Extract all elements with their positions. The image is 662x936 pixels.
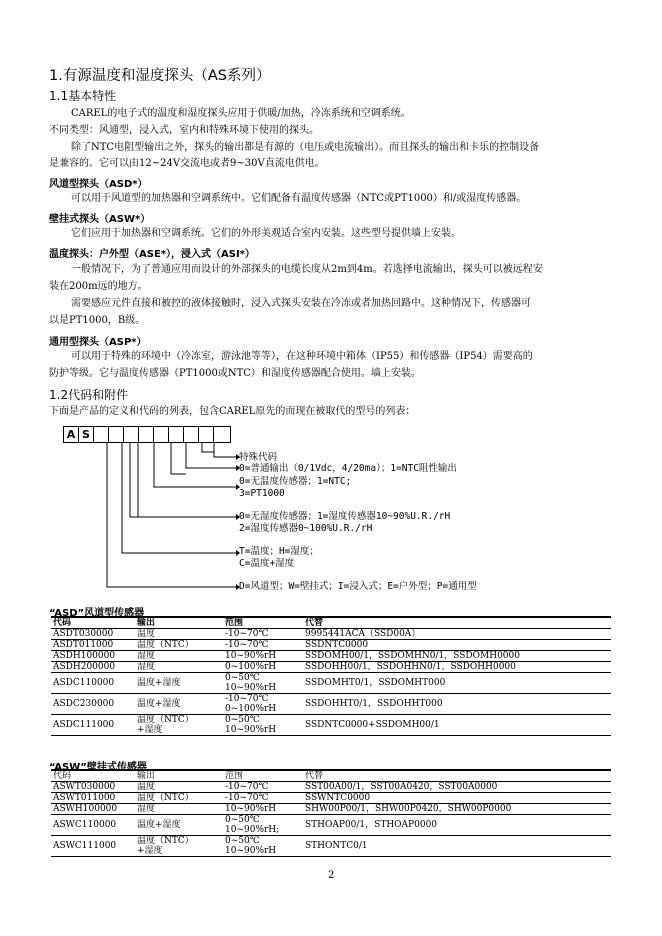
- table-row: [51, 640, 611, 651]
- paragraph: 不同类型：风通型，浸入式，室内和特殊环境下使用的探头。: [49, 125, 319, 136]
- table-cell: SHW00P00/1，SHW00P0420，SHW00P0000: [303, 804, 611, 815]
- subsection-title-basic: 1.1基本特性: [49, 89, 117, 103]
- table-cell: SSDNTC0000+SSDOMH00/1: [303, 715, 611, 736]
- table-cell: ASDC111000: [51, 715, 135, 736]
- asd-table-body: [51, 629, 611, 736]
- table-cell: 10~90%rH: [223, 804, 303, 815]
- asw-heading: 壁挂式探头（ASW*）: [49, 214, 151, 225]
- table-cell: SSDOMHT0/1，SSDOMHT000: [303, 673, 611, 694]
- table-row: [51, 782, 611, 793]
- legend-humidity-sensor: 0=无湿度传感器；1=湿度传感器10~90%U.R./rH: [239, 511, 451, 522]
- table-cell: 10~90%rH: [223, 651, 303, 662]
- table-cell: ASDC110000: [51, 673, 135, 694]
- table-cell: 湿度: [135, 651, 223, 662]
- paragraph: 是兼容的。它可以由12~24V交流电或者9~30V直流电供电。: [49, 158, 325, 169]
- paragraph: 下面是产品的定义和代码的列表，包含CAREL原先的而现在被取代的型号的列表：: [49, 406, 416, 417]
- table-cell: ASWT030000: [51, 782, 135, 793]
- asp-heading: 通用型探头（ASP*）: [49, 337, 147, 348]
- table-row: [51, 715, 611, 736]
- asw-table: [51, 769, 611, 857]
- table-cell: 湿度: [135, 662, 223, 673]
- paragraph: CAREL的电子式的温度和湿度探头应用于供暖/加热，冷冻系统和空调系统。: [71, 108, 411, 119]
- asw-table-caption: “ASW”壁挂式传感器: [49, 762, 147, 773]
- table-cell: STHOAP00/1，STHOAP0000: [303, 815, 611, 836]
- table-row: [51, 793, 611, 804]
- table-cell: 温度: [135, 782, 223, 793]
- table-row: [51, 815, 611, 836]
- legend-humidity-sensor-2: 2=湿度传感器0~100%U.R./rH: [239, 523, 373, 534]
- table-cell: 温度+湿度: [135, 673, 223, 694]
- table-cell: ASDH100000: [51, 651, 135, 662]
- table-header: 代替: [303, 770, 611, 782]
- table-cell: -10~70℃: [223, 629, 303, 640]
- table-cell: ASWT011000: [51, 793, 135, 804]
- table-cell: 0~100%rH: [223, 662, 303, 673]
- table-header: 代码: [51, 617, 135, 629]
- table-header: 代码: [51, 770, 135, 782]
- table-cell: 温度: [135, 629, 223, 640]
- paragraph: 一般情况下，为了普通应用而设计的外部探头的电缆长度从2m到4m。若选择电流输出，探头可以被远程安: [71, 264, 543, 275]
- table-cell: -10~70℃: [223, 640, 303, 651]
- asd-table: [51, 616, 611, 736]
- table-row: [51, 662, 611, 673]
- table-cell: 0~50℃ 10~90%rH;: [223, 815, 303, 836]
- paragraph: 需要感应元件直接和被控的液体接触时，浸入式探头安装在冷冻或者加热回路中。这种情况下，传感器可: [71, 298, 531, 309]
- table-cell: -10~70℃ 0~100%rH: [223, 694, 303, 715]
- table-cell: STHONTC0/1: [303, 836, 611, 857]
- table-cell: ASWH100000: [51, 804, 135, 815]
- table-cell: 湿度: [135, 804, 223, 815]
- table-header-row: [51, 617, 611, 629]
- table-row: [51, 629, 611, 640]
- paragraph: 除了NTC电阻型输出之外，探头的输出都是有源的（电压或电流输出）。而且探头的输出和卡乐的控制设备: [71, 142, 540, 153]
- table-cell: SSDOHH00/1，SSDOHHN0/1，SSDOHH0000: [303, 662, 611, 673]
- table-cell: ASDH200000: [51, 662, 135, 673]
- paragraph: 可以用于风道型的加热器和空调系统中。它们配备有温度传感器（NTC或PT1000）和/或湿度传感器。: [71, 193, 527, 204]
- table-header: 输出: [135, 617, 223, 629]
- table-header: 输出: [135, 770, 223, 782]
- paragraph: 它们应用于加热器和空调系统。它们的外形美观适合室内安装。这些型号提供墙上安装。: [71, 228, 461, 239]
- table-row: [51, 804, 611, 815]
- table-cell: 0~50℃ 10~90%rH: [223, 673, 303, 694]
- table-cell: 温度（NTC）: [135, 640, 223, 651]
- table-cell: 0~50℃ 10~90%rH: [223, 836, 303, 857]
- table-cell: 温度+湿度: [135, 815, 223, 836]
- paragraph: 可以用于特殊的环境中（冷冻室，游泳池等等），在这种环境中箱体（IP55）和传感器（IP54）需要高的: [71, 351, 533, 362]
- legend-special-code: 特殊代码: [239, 452, 278, 463]
- table-row: [51, 673, 611, 694]
- table-cell: SSDOMH00/1，SSDOMHN0/1，SSDOMH0000: [303, 651, 611, 662]
- legend-output: 0=普通输出（0/1Vdc，4/20ma）；1=NTC阻性输出: [239, 463, 457, 474]
- page-number: 2: [328, 870, 335, 881]
- code-cell: S: [79, 427, 94, 442]
- table-header: 范围: [223, 770, 303, 782]
- table-cell: 0~50℃ 10~90%rH: [223, 715, 303, 736]
- legend-type-2: C=温度+湿度: [239, 558, 295, 569]
- table-cell: 9995441ACA（SSD00A）: [303, 629, 611, 640]
- ase-heading: 温度探头：户外型（ASE*），浸入式（ASI*）: [49, 249, 255, 260]
- legend-temp-sensor: 0=无温度传感器；1=NTC;: [239, 476, 352, 487]
- table-header: 范围: [223, 617, 303, 629]
- section-title: 1.有源温度和湿度探头（AS系列）: [49, 68, 271, 84]
- table-cell: 温度（NTC）: [135, 793, 223, 804]
- legend-temp-sensor-2: 3=PT1000: [239, 488, 285, 499]
- code-cell: A: [64, 427, 79, 442]
- legend-probe-kind: D=风道型；W=壁挂式；I=浸入式；E=户外型；P=通用型: [239, 581, 477, 592]
- table-cell: SSDNTC0000: [303, 640, 611, 651]
- table-cell: 温度+湿度: [135, 694, 223, 715]
- table-header-row: [51, 770, 611, 782]
- legend-type: T=温度；H=湿度；: [239, 546, 319, 557]
- paragraph: 以是PT1000，B级。: [49, 315, 146, 326]
- table-cell: 温度（NTC） +湿度: [135, 715, 223, 736]
- paragraph: 防护等级。它与温度传感器（PT1000或NTC）和湿度传感器配合使用。墙上安装。: [49, 368, 421, 379]
- table-row: [51, 651, 611, 662]
- table-cell: SSWNTC0000: [303, 793, 611, 804]
- asd-heading: 风道型探头（ASD*）: [49, 179, 148, 190]
- paragraph: 装在200m远的地方。: [49, 281, 148, 292]
- table-cell: ASDT030000: [51, 629, 135, 640]
- table-row: [51, 694, 611, 715]
- table-header: 代替: [303, 617, 611, 629]
- subsection-title-codes: 1.2代码和附件: [49, 388, 129, 402]
- table-cell: SST00A00/1，SST00A0420，SST00A0000: [303, 782, 611, 793]
- table-cell: ASDT011000: [51, 640, 135, 651]
- table-cell: ASWC110000: [51, 815, 135, 836]
- table-cell: SSDOHHT0/1，SSDOHHT000: [303, 694, 611, 715]
- asw-table-body: [51, 782, 611, 857]
- table-cell: -10~70℃: [223, 793, 303, 804]
- table-row: [51, 836, 611, 857]
- asd-table-caption: “ASD”风道型传感器: [49, 608, 145, 619]
- table-cell: ASDC230000: [51, 694, 135, 715]
- table-cell: -10~70℃: [223, 782, 303, 793]
- table-cell: ASWC111000: [51, 836, 135, 857]
- table-cell: 温度（NTC） +湿度: [135, 836, 223, 857]
